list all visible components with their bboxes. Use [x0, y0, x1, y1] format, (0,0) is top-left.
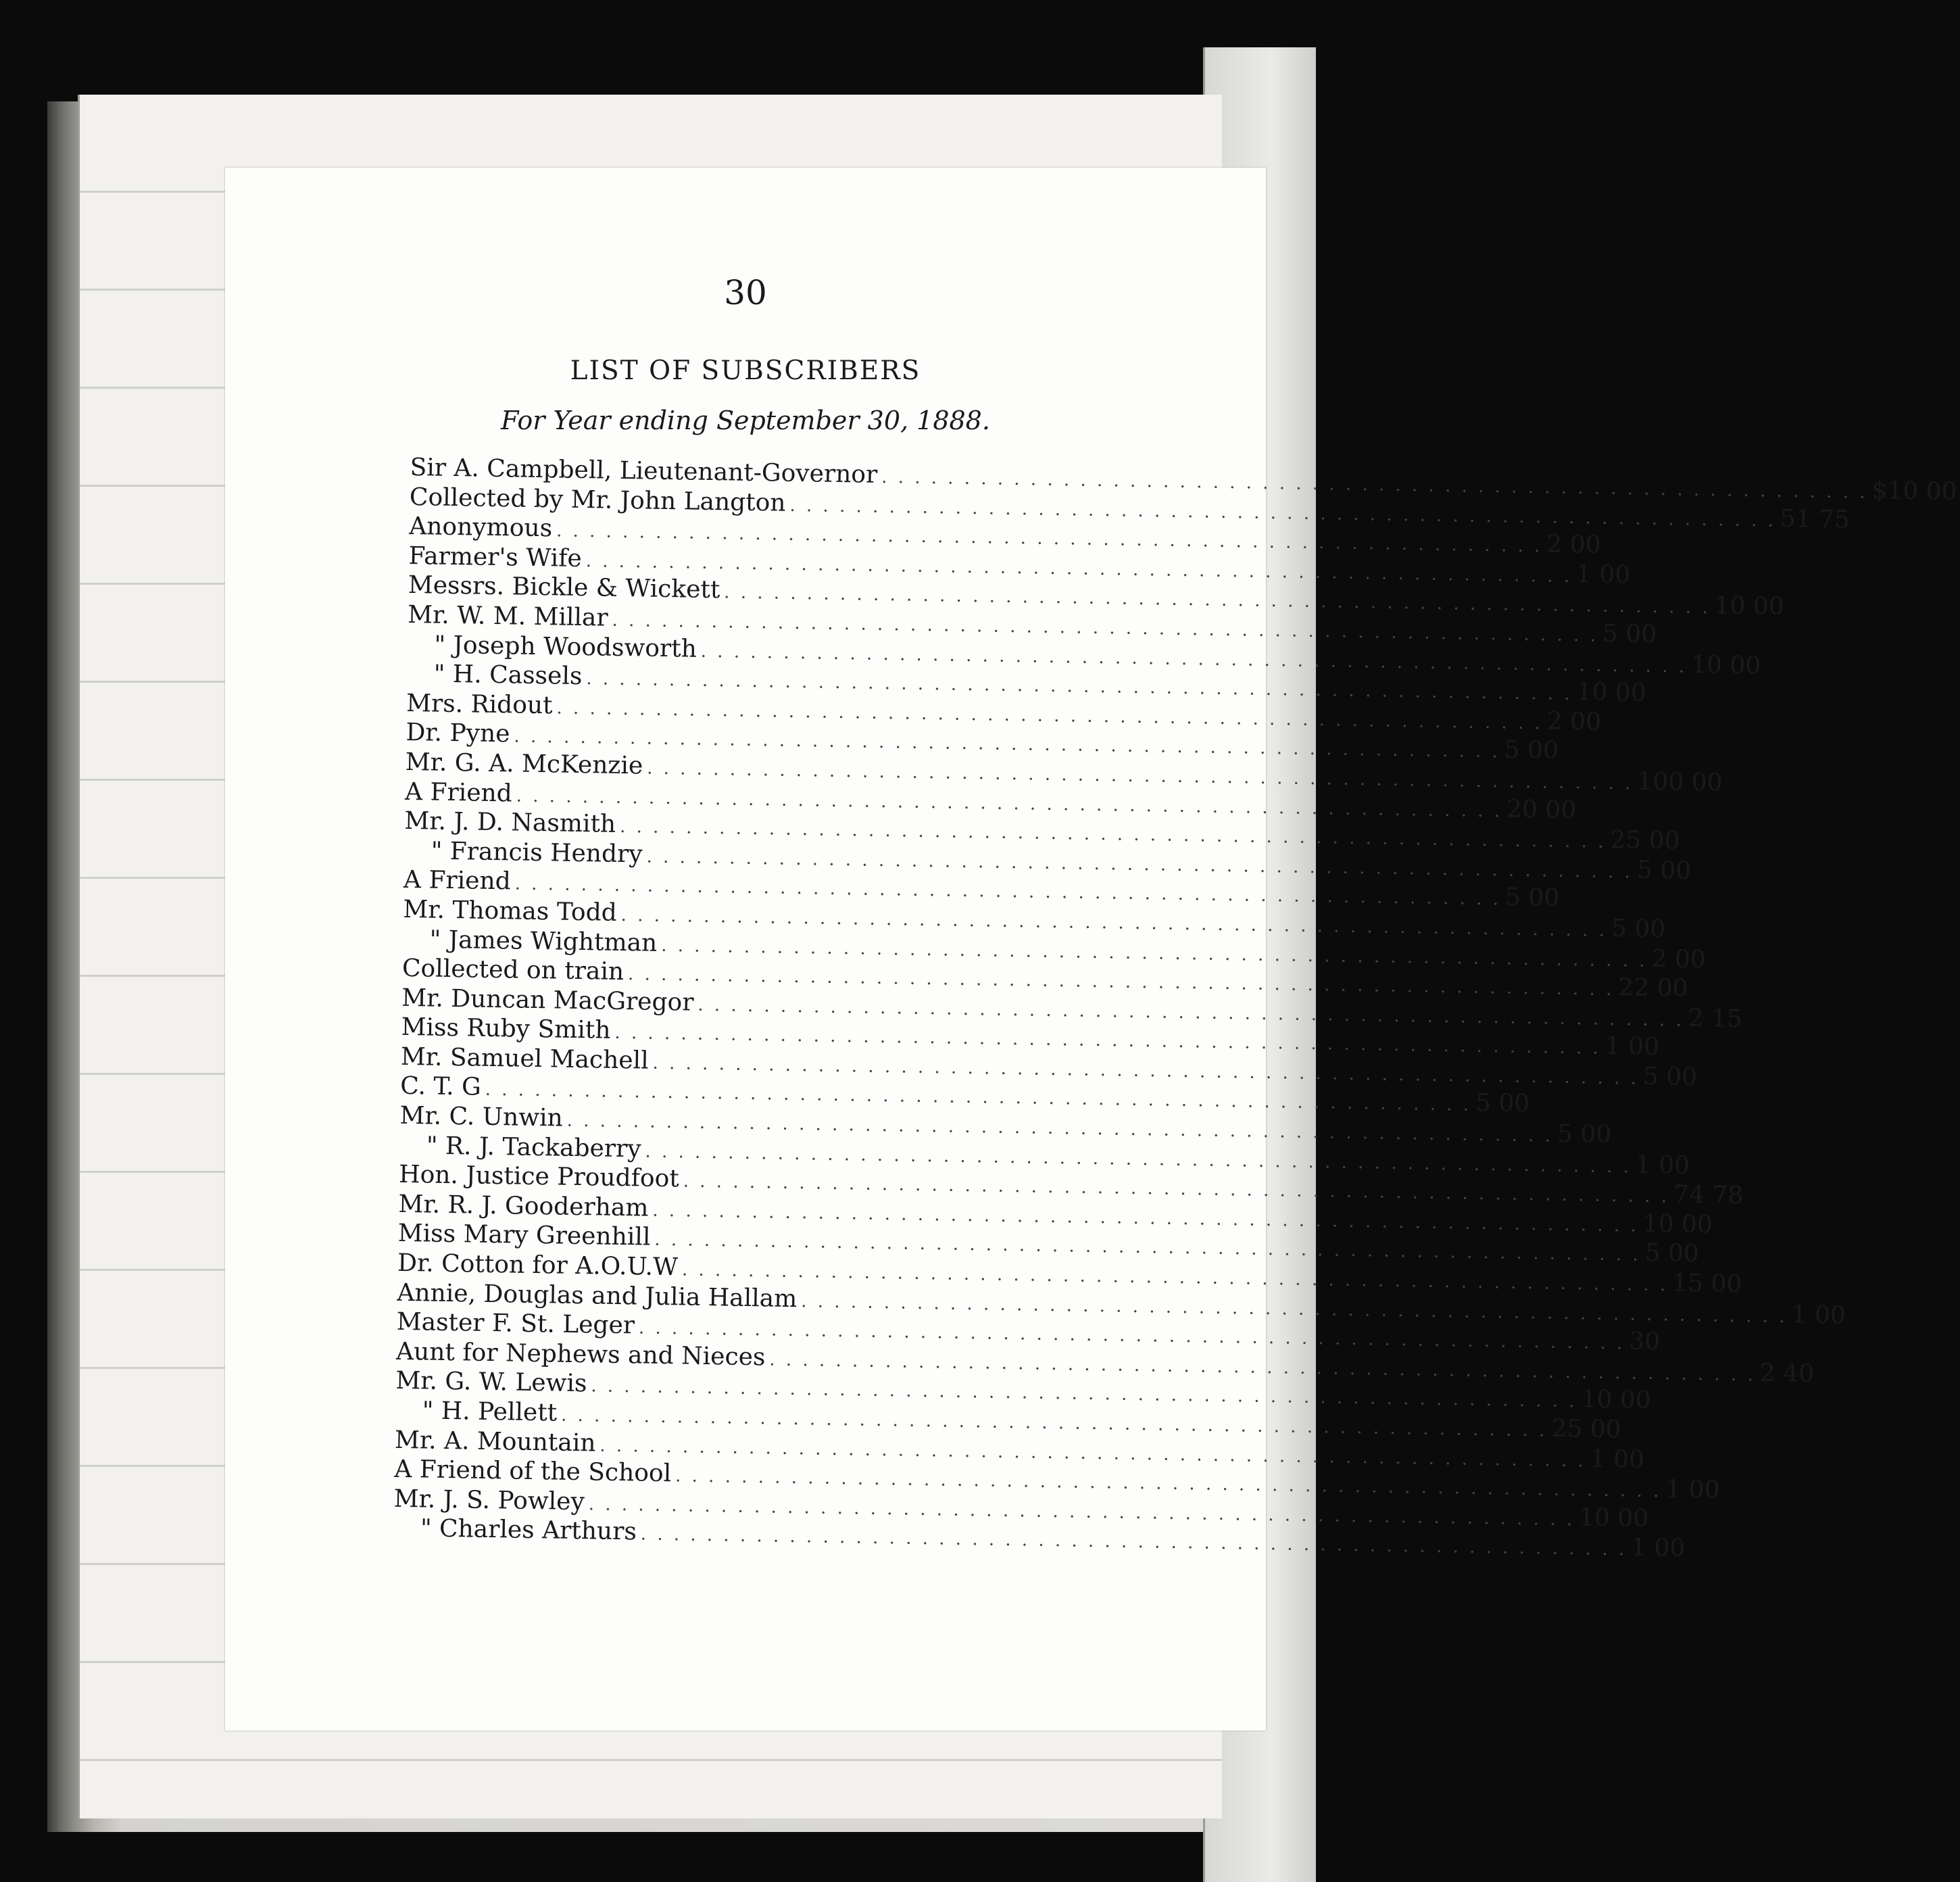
subscriber-amount: 10 00	[1642, 1209, 1713, 1239]
leader-dots: . . . . . . . . . . . . . . . . . . . . . . . . . . . . . . . . . . . . . . . . . . . . . . . . . . . . . . . . . . . .	[681, 1259, 1669, 1296]
subscriber-amount: 22 00	[1618, 973, 1688, 1003]
document-page	[225, 168, 1957, 1731]
subscriber-name: Mr. J. D. Nasmith	[404, 807, 616, 838]
subscriber-name: Dr. Cotton for A.O.U.W	[397, 1249, 679, 1282]
subscriber-amount: 5 00	[1475, 1089, 1530, 1118]
subscriber-amount: 51 75	[1780, 504, 1851, 534]
leader-dots: . . . . . . . . . . . . . . . . . . . . . . . . . . . . . . . . . . . . . . . . . . . . . . . . . . . . . . . . . . . .	[700, 641, 1688, 677]
subscriber-name: " H. Pellett	[422, 1397, 558, 1427]
subscriber-name: Mr. Samuel Machell	[400, 1042, 649, 1075]
leader-dots: . . . . . . . . . . . . . . . . . . . . . . . . . . . . . . . . . . . . . . . . . . . . . . . . . . . . . . . . . . . .	[640, 1524, 1627, 1560]
leader-dots: . . . . . . . . . . . . . . . . . . . . . . . . . . . . . . . . . . . . . . . . . . . . . . . . . . . . . . . . . . . .	[645, 1141, 1632, 1178]
leader-dots: . . . . . . . . . . . . . . . . . . . . . . . . . . . . . . . . . . . . . . . . . . . . . . . . . . . . . . . . . . . .	[516, 786, 1503, 821]
subscriber-amount: 20 00	[1506, 795, 1577, 824]
subscriber-amount: 1 00	[1791, 1300, 1846, 1330]
subscriber-amount: 5 00	[1504, 883, 1560, 913]
leader-dots: . . . . . . . . . . . . . . . . . . . . . . . . . . . . . . . . . . . . . . . . . . . . . . . . . . . . . . . . . . . .	[652, 1053, 1640, 1089]
subscriber-name: Mr. J. S. Powley	[393, 1485, 585, 1516]
leader-dots: . . . . . . . . . . . . . . . . . . . . . . . . . . . . . . . . . . . . . . . . . . . . . . . . . . . . . . . . . . . .	[652, 1200, 1639, 1236]
leader-dots: . . . . . . . . . . . . . . . . . . . . . . . . . . . . . . . . . . . . . . . . . . . . . . . . . . . . . . . . . . . .	[560, 1405, 1548, 1441]
subscriber-name: Mr. G. A. McKenzie	[405, 748, 643, 780]
subscriber-name: " James Wightman	[429, 925, 658, 957]
subscriber-amount: 25 00	[1610, 826, 1680, 855]
leader-dots: . . . . . . . . . . . . . . . . . . . . . . . . . . . . . . . . . . . . . . . . . . . . . . . . . . . . . . . . . . . .	[591, 1376, 1577, 1412]
subscriber-amount: 2 40	[1759, 1359, 1815, 1388]
subscriber-amount: 15 00	[1672, 1269, 1742, 1299]
leader-dots: . . . . . . . . . . . . . . . . . . . . . . . . . . . . . . . . . . . . . . . . . . . . . . . . . . . . . . . . . . . .	[881, 466, 1868, 503]
subscriber-amount: 5 00	[1557, 1119, 1612, 1149]
subscriber-name: Miss Ruby Smith	[401, 1013, 611, 1045]
subscriber-amount: 1 00	[1635, 1151, 1690, 1180]
subscriber-amount: 5 00	[1602, 619, 1657, 648]
subscriber-name: Anonymous	[408, 512, 553, 543]
page-number: 30	[724, 273, 767, 312]
leader-dots: . . . . . . . . . . . . . . . . . . . . . . . . . . . . . . . . . . . . . . . . . . . . . . . . . . . . . . . . . . . .	[514, 873, 1502, 910]
subscriber-name: Master F. St. Leger	[396, 1308, 635, 1340]
leader-dots: . . . . . . . . . . . . . . . . . . . . . . . . . . . . . . . . . . . . . . . . . . . . . . . . . . . . . . . . . . . .	[654, 1230, 1641, 1266]
currency-sign: $	[1871, 476, 1888, 505]
leader-dots: . . . . . . . . . . . . . . . . . . . . . . . . . . . . . . . . . . . . . . . . . . . . . . . . . . . . . . . . . . . .	[683, 1171, 1670, 1207]
leader-dots: . . . . . . . . . . . . . . . . . . . . . . . . . . . . . . . . . . . . . . . . . . . . . . . . . . . . . . . . . . . .	[697, 994, 1684, 1031]
subscriber-amount: 10 00	[1576, 678, 1647, 707]
leader-dots: . . . . . . . . . . . . . . . . . . . . . . . . . . . . . . . . . . . . . . . . . . . . . . . . . . . . . . . . . . . .	[646, 846, 1634, 883]
subscriber-name: Mr. G. W. Lewis	[395, 1367, 587, 1398]
subscriber-amount: 100 00	[1637, 767, 1723, 797]
leader-dots: . . . . . . . . . . . . . . . . . . . . . . . . . . . . . . . . . . . . . . . . . . . . . . . . . . . . . . . . . . . .	[627, 964, 1615, 1000]
subscriber-name: C. T. G	[399, 1072, 482, 1102]
subscriber-amount: 2 15	[1688, 1004, 1743, 1033]
page-title: LIST OF SUBSCRIBERS	[570, 356, 921, 386]
subscriber-amount: 10 00	[1887, 477, 1957, 506]
subscriber-amount: 10 00	[1690, 650, 1761, 679]
subscriber-name: " R. J. Tackaberry	[426, 1132, 641, 1163]
leader-dots: . . . . . . . . . . . . . . . . . . . . . . . . . . . . . . . . . . . . . . . . . . . . . . . . . . . . . . . . . . . .	[612, 610, 1599, 646]
subscriber-amount: 5 00	[1636, 856, 1692, 885]
leader-dots: . . . . . . . . . . . . . . . . . . . . . . . . . . . . . . . . . . . . . . . . . . . . . . . . . . . . . . . . . . . .	[724, 582, 1711, 619]
subscriber-name: A Friend	[404, 777, 513, 807]
leader-dots: . . . . . . . . . . . . . . . . . . . . . . . . . . . . . . . . . . . . . . . . . . . . . . . . . . . . . . . . . . . .	[585, 550, 1573, 587]
subscriber-amount: 5 00	[1644, 1239, 1700, 1268]
subscriber-name: Mrs. Ridout	[406, 689, 553, 720]
leader-dots: . . . . . . . . . . . . . . . . . . . . . . . . . . . . . . . . . . . . . . . . . . . . . . . . . . . . . . . . . . . .	[514, 726, 1501, 763]
subscriber-amount: 2 00	[1546, 707, 1602, 736]
subscriber-name: Mr. W. M. Millar	[407, 600, 608, 632]
subscriber-amount: 2 00	[1651, 944, 1707, 973]
subscriber-name: " Francis Hendry	[431, 837, 643, 869]
subscriber-amount: 10 00	[1578, 1503, 1649, 1533]
subscriber-list	[393, 453, 1957, 1563]
leader-dots: . . . . . . . . . . . . . . . . . . . . . . . . . . . . . . . . . . . . . . . . . . . . . . . . . . . . . . . . . . . .	[660, 935, 1648, 971]
leader-dots: . . . . . . . . . . . . . . . . . . . . . . . . . . . . . . . . . . . . . . . . . . . . . . . . . . . . . . . . . . . .	[556, 521, 1543, 557]
leader-dots: . . . . . . . . . . . . . . . . . . . . . . . . . . . . . . . . . . . . . . . . . . . . . . . . . . . . . . . . . . . .	[614, 1023, 1601, 1059]
subscriber-amount: 1 00	[1575, 560, 1631, 589]
leader-dots: . . . . . . . . . . . . . . . . . . . . . . . . . . . . . . . . . . . . . . . . . . . . . . . . . . . . . . . . . . . .	[556, 698, 1544, 734]
subscriber-name: Messrs. Bickle & Wickett	[408, 571, 720, 604]
leader-dots: . . . . . . . . . . . . . . . . . . . . . . . . . . . . . . . . . . . . . . . . . . . . . . . . . . . . . . . . . . . .	[599, 1435, 1586, 1472]
subscriber-name: Aunt for Nephews and Nieces	[395, 1337, 766, 1372]
subscriber-amount: 5 00	[1642, 1062, 1698, 1091]
subscriber-name: Miss Mary Greenhill	[397, 1220, 651, 1252]
leader-dots: . . . . . . . . . . . . . . . . . . . . . . . . . . . . . . . . . . . . . . . . . . . . . . . . . . . . . . . . . . . .	[801, 1290, 1788, 1327]
subscriber-amount: 1 00	[1604, 1032, 1660, 1061]
subscriber-name: Annie, Douglas and Julia Hallam	[397, 1278, 798, 1313]
subscriber-name: Mr. R. J. Gooderham	[398, 1190, 649, 1222]
subscriber-amount: 74 78	[1673, 1180, 1744, 1210]
subscriber-name: Mr. C. Unwin	[399, 1101, 564, 1132]
subscriber-name: " Joseph Woodsworth	[434, 631, 697, 663]
subscriber-name: Collected on train	[401, 955, 624, 986]
subscriber-name: Mr. A. Mountain	[394, 1426, 596, 1457]
subscriber-name: Mr. Duncan MacGregor	[401, 984, 694, 1017]
subscriber-name: " H. Cassels	[433, 660, 583, 691]
subscriber-amount: 25 00	[1551, 1414, 1621, 1444]
leader-dots: . . . . . . . . . . . . . . . . . . . . . . . . . . . . . . . . . . . . . . . . . . . . . . . . . . . . . . . . . . . .	[789, 495, 1777, 531]
subscriber-name: Mr. Thomas Todd	[403, 895, 618, 927]
subscriber-name: " Charles Arthurs	[420, 1514, 637, 1546]
subscriber-name: Farmer's Wife	[408, 541, 583, 573]
leader-dots: . . . . . . . . . . . . . . . . . . . . . . . . . . . . . . . . . . . . . . . . . . . . . . . . . . . . . . . . . . . .	[619, 817, 1607, 852]
subscriber-amount: 1 00	[1665, 1475, 1720, 1504]
subscriber-name: A Friend of the School	[394, 1455, 672, 1488]
subscriber-name: Hon. Justice Proudfoot	[398, 1161, 680, 1193]
subscriber-amount: 10 00	[1581, 1385, 1652, 1415]
leader-dots: . . . . . . . . . . . . . . . . . . . . . . . . . . . . . . . . . . . . . . . . . . . . . . . . . . . . . . . . . . . .	[769, 1349, 1756, 1386]
leader-dots: . . . . . . . . . . . . . . . . . . . . . . . . . . . . . . . . . . . . . . . . . . . . . . . . . . . . . . . . . . . .	[566, 1110, 1554, 1147]
leader-dots: . . . . . . . . . . . . . . . . . . . . . . . . . . . . . . . . . . . . . . . . . . . . . . . . . . . . . . . . . . . .	[620, 904, 1608, 941]
subscriber-name: Collected by Mr. John Langton	[409, 483, 786, 517]
leader-dots: . . . . . . . . . . . . . . . . . . . . . . . . . . . . . . . . . . . . . . . . . . . . . . . . . . . . . . . . . . . .	[586, 669, 1573, 705]
subscriber-amount: 30	[1629, 1327, 1661, 1356]
leader-dots: . . . . . . . . . . . . . . . . . . . . . . . . . . . . . . . . . . . . . . . . . . . . . . . . . . . . . . . . . . . .	[638, 1318, 1625, 1354]
subscriber-amount: 10 00	[1714, 592, 1785, 621]
subscriber-amount: 2 00	[1546, 530, 1601, 559]
subscriber-amount: 5 00	[1611, 914, 1666, 944]
subscriber-name: A Friend	[403, 866, 512, 896]
leader-dots: . . . . . . . . . . . . . . . . . . . . . . . . . . . . . . . . . . . . . . . . . . . . . . . . . . . . . . . . . . . .	[646, 758, 1634, 794]
leader-dots: . . . . . . . . . . . . . . . . . . . . . . . . . . . . . . . . . . . . . . . . . . . . . . . . . . . . . . . . . . . .	[485, 1080, 1472, 1116]
subscriber-amount: 1 00	[1590, 1445, 1645, 1474]
subscriber-name: Dr. Pyne	[406, 719, 510, 748]
leader-dots: . . . . . . . . . . . . . . . . . . . . . . . . . . . . . . . . . . . . . . . . . . . . . . . . . . . . . . . . . . . .	[588, 1494, 1575, 1530]
leader-dots: . . . . . . . . . . . . . . . . . . . . . . . . . . . . . . . . . . . . . . . . . . . . . . . . . . . . . . . . . . . .	[675, 1466, 1662, 1502]
subscriber-amount: 1 00	[1630, 1533, 1686, 1563]
subscriber-name: Sir A. Campbell, Lieutenant-Governor	[410, 453, 878, 489]
subscriber-amount: 5 00	[1504, 735, 1559, 765]
page-subtitle: For Year ending September 30, 1888.	[501, 406, 990, 435]
